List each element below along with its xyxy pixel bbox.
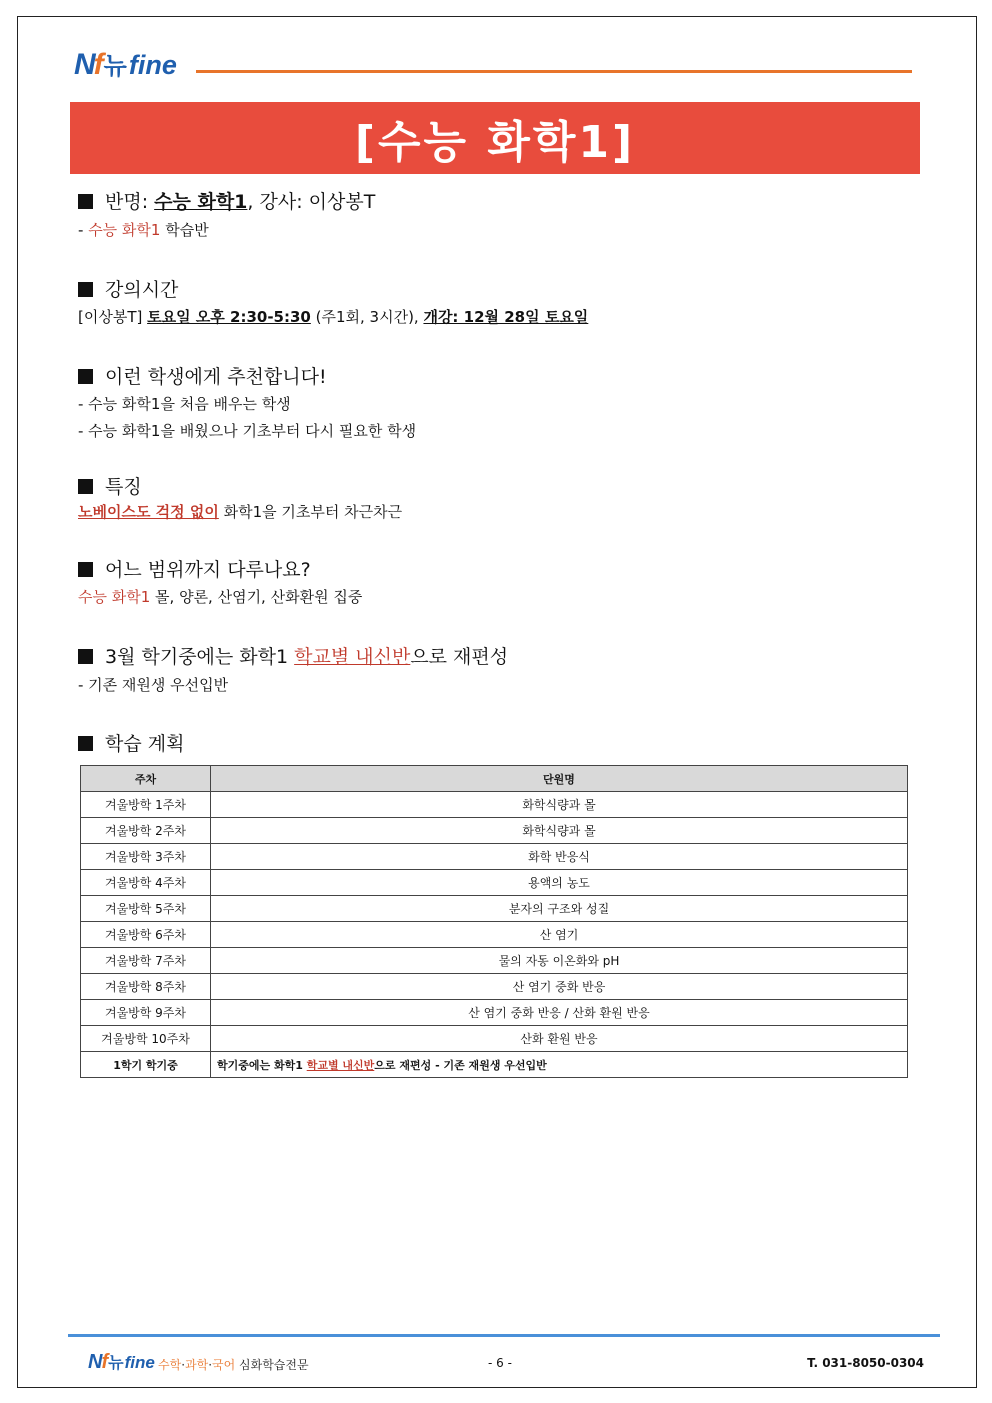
schedule-heading: 강의시간 — [78, 275, 178, 302]
week-cell: 겨울방학 10주차 — [81, 1026, 211, 1052]
week-cell: 겨울방학 8주차 — [81, 974, 211, 1000]
bullet-square-icon — [78, 479, 93, 494]
unit-cell: 산 염기 중화 반응 — [211, 974, 908, 1000]
title-banner: [수능 화학1] — [70, 102, 920, 174]
week-cell: 1학기 학기중 — [81, 1052, 211, 1078]
week-cell: 겨울방학 9주차 — [81, 1000, 211, 1026]
table-row — [81, 948, 908, 974]
recommend-heading: 이런 학생에게 추천합니다! — [78, 362, 327, 389]
unit-cell: 산화 환원 반응 — [211, 1026, 908, 1052]
table-row — [81, 922, 908, 948]
recommend-item: - 수능 화학1을 배웠으나 기초부터 다시 필요한 학생 — [78, 422, 417, 440]
table-row — [81, 896, 908, 922]
schedule-line: [이상봉T] 토요일 오후 2:30-5:30 (주1회, 3시간), 개강: 12월 28일 토요일 — [78, 308, 589, 326]
week-cell: 겨울방학 4주차 — [81, 870, 211, 896]
class-time: 토요일 오후 2:30-5:30 — [147, 308, 311, 326]
unit-cell: 용액의 농도 — [211, 870, 908, 896]
footer-tagline: 수학·과학·국어 심화학습전문 — [158, 1358, 309, 1372]
plan-heading: 학습 계획 — [78, 729, 184, 756]
scope-heading: 어느 범위까지 다루나요? — [78, 555, 311, 582]
class-info-heading: 반명: 수능 화학1, 강사: 이상봉T — [78, 187, 375, 214]
bullet-square-icon — [78, 369, 93, 384]
unit-cell: 학기중에는 화학1 학교별 내신반으로 재편성 - 기존 재원생 우선입반 — [211, 1052, 908, 1078]
unit-cell: 물의 자동 이온화와 pH — [211, 948, 908, 974]
study-plan-table — [80, 765, 908, 1078]
table-row — [81, 1052, 908, 1078]
bullet-square-icon — [78, 282, 93, 297]
page-number: - 6 - — [488, 1356, 512, 1370]
unit-cell: 산 염기 — [211, 922, 908, 948]
bullet-square-icon — [78, 194, 93, 209]
week-cell: 겨울방학 1주차 — [81, 792, 211, 818]
phone-number: T. 031-8050-0304 — [807, 1356, 924, 1370]
unit-cell: 산 염기 중화 반응 / 산화 환원 반응 — [211, 1000, 908, 1026]
features-line: 노베이스도 걱정 없이 화학1을 기초부터 차근차근 — [78, 503, 403, 521]
header-divider — [196, 70, 912, 73]
brand-logo — [74, 46, 177, 82]
table-row — [81, 974, 908, 1000]
table-row — [81, 1000, 908, 1026]
week-cell: 겨울방학 3주차 — [81, 844, 211, 870]
unit-cell: 화학 반응식 — [211, 844, 908, 870]
logo-korean: 뉴 — [108, 1353, 124, 1372]
logo-english: fine — [124, 1353, 155, 1372]
recommend-item: - 수능 화학1을 처음 배우는 학생 — [78, 395, 291, 413]
table-row — [81, 870, 908, 896]
logo-mark: Nf — [88, 1351, 108, 1373]
reorg-sub: - 기존 재원생 우선입반 — [78, 676, 229, 694]
table-row — [81, 792, 908, 818]
opening-date: 개강: 12월 28일 토요일 — [423, 308, 589, 326]
table-header-row — [81, 766, 908, 792]
unit-cell: 화학식량과 몰 — [211, 818, 908, 844]
column-header: 단원명 — [211, 766, 908, 792]
features-heading: 특징 — [78, 472, 142, 499]
logo-mark: Nf — [74, 48, 102, 81]
week-cell: 겨울방학 5주차 — [81, 896, 211, 922]
class-info-sub: - 수능 화학1 학습반 — [78, 221, 209, 239]
logo-korean: 뉴 — [103, 52, 127, 80]
class-name: 수능 화학1 — [154, 191, 248, 213]
week-cell: 겨울방학 2주차 — [81, 818, 211, 844]
column-header: 주차 — [81, 766, 211, 792]
unit-cell: 화학식량과 몰 — [211, 792, 908, 818]
table-row — [81, 818, 908, 844]
table-row — [81, 844, 908, 870]
scope-line: 수능 화학1 몰, 양론, 산염기, 산화환원 집중 — [78, 588, 363, 606]
reorg-heading: 3월 학기중에는 화학1 학교별 내신반으로 재편성 — [78, 642, 508, 669]
unit-cell: 분자의 구조와 성질 — [211, 896, 908, 922]
bullet-square-icon — [78, 736, 93, 751]
logo-english: fine — [128, 50, 177, 80]
bullet-square-icon — [78, 562, 93, 577]
week-cell: 겨울방학 7주차 — [81, 948, 211, 974]
table-row — [81, 1026, 908, 1052]
footer-logo — [88, 1350, 155, 1374]
bullet-square-icon — [78, 649, 93, 664]
week-cell: 겨울방학 6주차 — [81, 922, 211, 948]
footer-divider — [68, 1334, 940, 1337]
